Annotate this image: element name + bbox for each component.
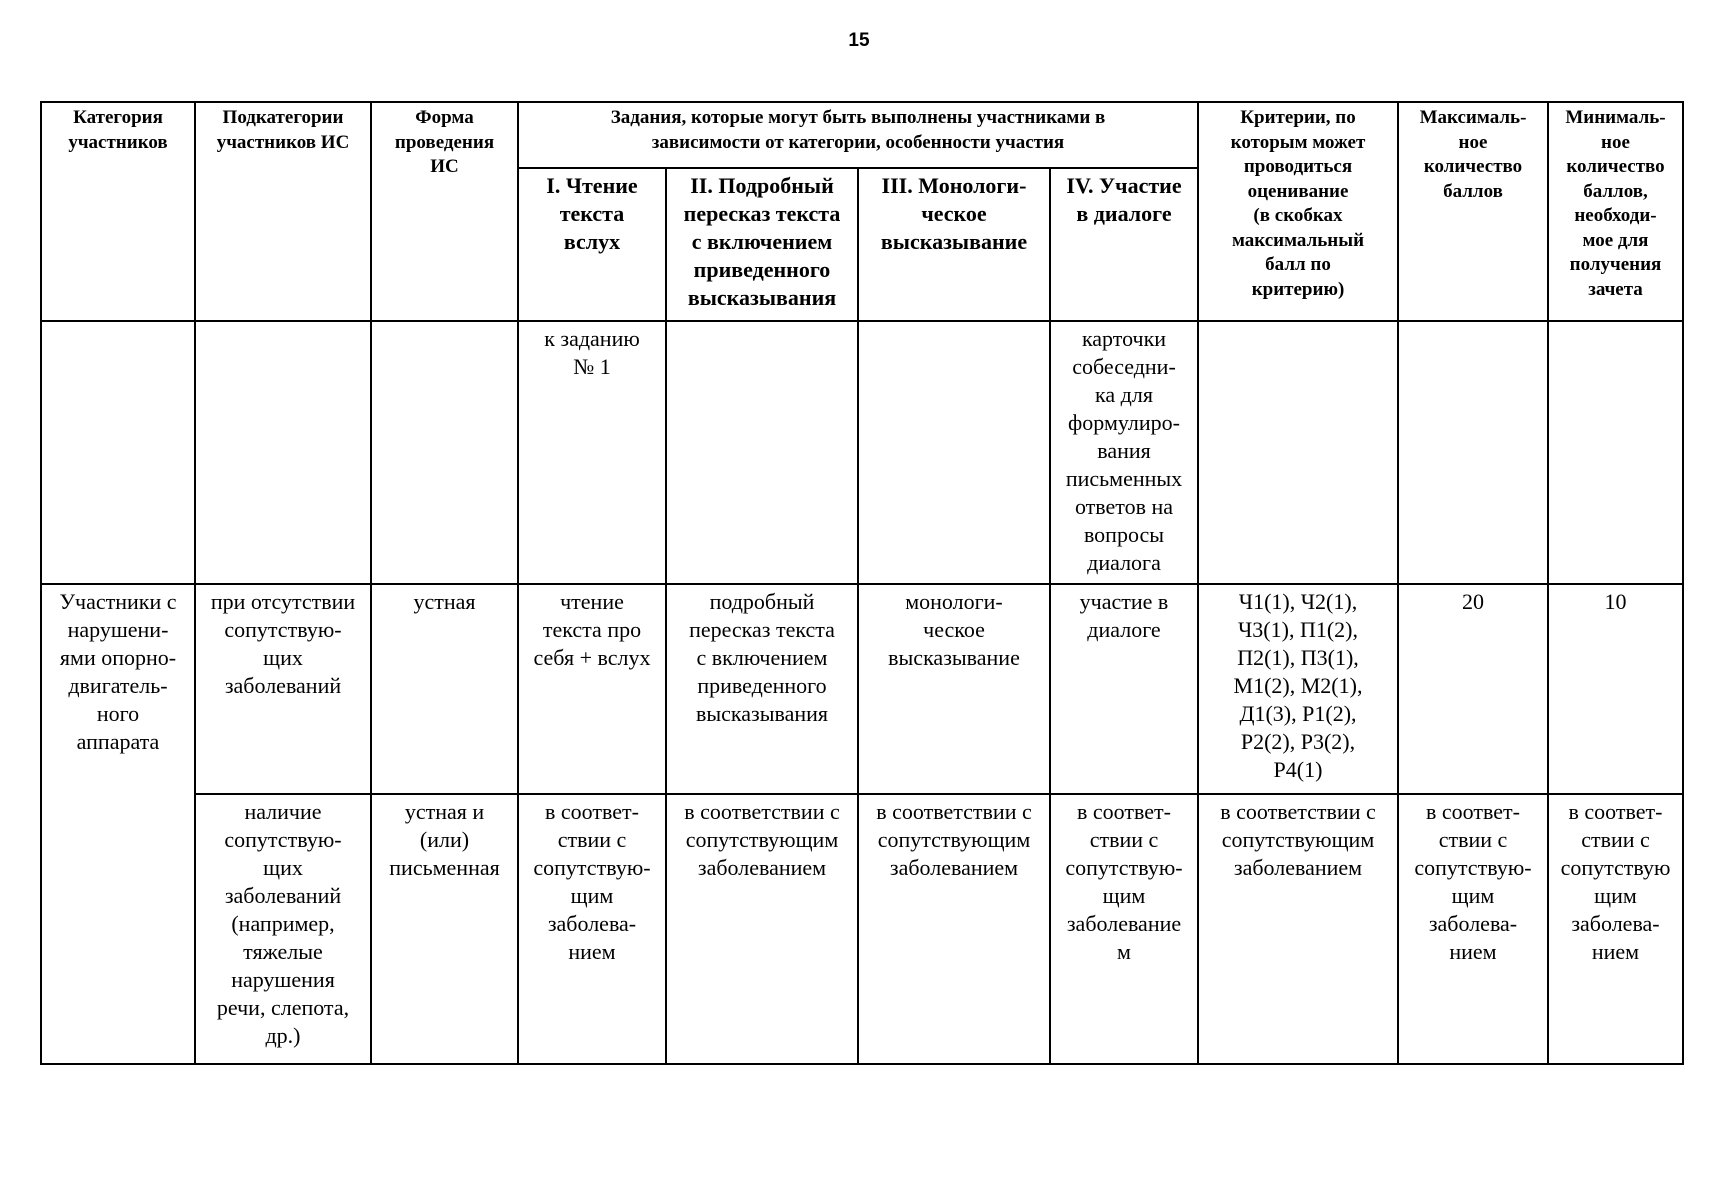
text-line: ка для bbox=[1095, 382, 1153, 407]
text-line: (в скобках bbox=[1253, 205, 1343, 226]
text-line: при отсутствии bbox=[210, 589, 356, 614]
cell-subcategory bbox=[195, 584, 371, 794]
text-line: собеседни- bbox=[1072, 354, 1176, 379]
header-max-score bbox=[1398, 102, 1548, 321]
text-line: высказывание bbox=[880, 229, 1028, 254]
text-line: текста про bbox=[542, 617, 642, 642]
text-line: в диалоге bbox=[1076, 201, 1172, 226]
text-line: сопутствую bbox=[1560, 855, 1671, 880]
text-line: ствии с bbox=[1089, 827, 1159, 852]
text-line: др.) bbox=[265, 1023, 301, 1048]
text-line: м bbox=[1117, 939, 1131, 964]
text-line: Максималь- bbox=[1419, 107, 1527, 128]
text-line: Ч1(1), Ч2(1), bbox=[1238, 589, 1358, 614]
text-line: 20 bbox=[1462, 589, 1484, 614]
text-line: двигатель- bbox=[68, 673, 168, 698]
text-line: нием bbox=[1449, 939, 1497, 964]
text-line: диалога bbox=[1087, 550, 1161, 575]
text-line: баллов bbox=[1443, 180, 1503, 202]
text-line: вопросы bbox=[1083, 522, 1165, 547]
header-task-4 bbox=[1050, 168, 1198, 321]
text-line: сопутствую- bbox=[224, 617, 342, 642]
cell-task-3-continued bbox=[858, 321, 1050, 584]
text-line: щим bbox=[1451, 883, 1495, 908]
text-line: заболеваний bbox=[224, 673, 342, 698]
text-line: участников ИС bbox=[216, 131, 350, 153]
table-row bbox=[41, 321, 1683, 584]
text-line: сопутствующим bbox=[877, 827, 1031, 852]
text-line: Р2(2), Р3(2), bbox=[1240, 729, 1356, 754]
cell-task-1-continued bbox=[518, 321, 666, 584]
text-line: Минималь- bbox=[1565, 107, 1666, 128]
text-line: заболеванием bbox=[697, 855, 827, 880]
header-min-score bbox=[1548, 102, 1683, 321]
text-line: которым может bbox=[1230, 131, 1366, 153]
text-line: (или) bbox=[419, 827, 470, 852]
text-line: наличие bbox=[244, 799, 322, 824]
cell-form-continued bbox=[371, 321, 518, 584]
text-line: ствии с bbox=[1581, 827, 1650, 852]
text-line: карточки bbox=[1081, 326, 1167, 351]
text-line: нием bbox=[568, 939, 616, 964]
cell-task-3 bbox=[858, 584, 1050, 794]
text-line: заболева- bbox=[1428, 911, 1518, 936]
text-line: тяжелые bbox=[243, 939, 323, 964]
text-line: аппарата bbox=[76, 729, 160, 754]
table-row bbox=[41, 794, 1683, 1064]
text-line: высказывания bbox=[687, 285, 837, 310]
text-line: ями опорно- bbox=[59, 645, 177, 670]
assessment-table bbox=[40, 101, 1684, 1065]
text-line: заболева- bbox=[547, 911, 637, 936]
text-line: заболева- bbox=[1571, 911, 1660, 936]
text-line: приведенного bbox=[697, 673, 827, 698]
text-line: количество bbox=[1423, 156, 1523, 177]
cell-form bbox=[371, 794, 518, 1064]
text-line: сопутствую- bbox=[1065, 855, 1183, 880]
text-line: Критерии, по bbox=[1240, 107, 1356, 128]
text-line: пересказ текста bbox=[683, 201, 841, 226]
cell-criteria bbox=[1198, 584, 1398, 794]
header-criteria bbox=[1198, 102, 1398, 321]
text-line: формулиро- bbox=[1068, 410, 1180, 435]
text-line: письменная bbox=[389, 855, 500, 880]
text-line: ного bbox=[96, 701, 140, 726]
text-line: щим bbox=[1594, 883, 1637, 908]
cell-max-score bbox=[1398, 794, 1548, 1064]
text-line: высказывания bbox=[695, 701, 829, 726]
cell-max-score-continued bbox=[1398, 321, 1548, 584]
text-line: монологи- bbox=[905, 589, 1003, 614]
text-line: устная и bbox=[404, 799, 485, 824]
text-line: максимальный bbox=[1231, 229, 1365, 251]
text-line: Участники с bbox=[59, 589, 177, 614]
text-line: чтение bbox=[560, 589, 624, 614]
text-line: к заданию bbox=[544, 326, 640, 351]
text-line: Задания, которые могут быть выполнены участниками в bbox=[610, 107, 1106, 128]
text-line: необходи- bbox=[1574, 205, 1657, 226]
header-category bbox=[41, 102, 195, 321]
text-line: сопутствую- bbox=[533, 855, 651, 880]
text-line: проводиться bbox=[1243, 156, 1353, 177]
text-line: III. Монологи- bbox=[881, 173, 1027, 198]
text-line: в соответ- bbox=[1426, 799, 1520, 824]
cell-task-2-continued bbox=[666, 321, 858, 584]
text-line: 10 bbox=[1604, 589, 1627, 614]
text-line: количество bbox=[1566, 156, 1665, 177]
text-line: (например, bbox=[231, 911, 335, 936]
text-line: П2(1), П3(1), bbox=[1237, 645, 1359, 670]
text-line: щим bbox=[570, 883, 614, 908]
text-line: в соответ- bbox=[1568, 799, 1663, 824]
text-line: в соответствии с bbox=[1220, 799, 1376, 824]
text-line: № 1 bbox=[573, 354, 611, 379]
text-line: Категория bbox=[73, 107, 163, 128]
text-line: IV. Участие bbox=[1066, 173, 1182, 198]
cell-task-2 bbox=[666, 584, 858, 794]
text-line: себя + вслух bbox=[533, 645, 651, 670]
text-line: ческое bbox=[921, 201, 987, 226]
text-line: вслух bbox=[563, 229, 621, 254]
text-line: пересказ текста bbox=[689, 617, 835, 642]
page-number: 15 bbox=[848, 30, 870, 51]
cell-form bbox=[371, 584, 518, 794]
cell-category bbox=[41, 584, 195, 1064]
text-line: с включением bbox=[691, 229, 833, 254]
text-line: Д1(3), Р1(2), bbox=[1239, 701, 1357, 726]
cell-task-3 bbox=[858, 794, 1050, 1064]
text-line: с включением bbox=[696, 645, 828, 670]
text-line: в соответствии с bbox=[684, 799, 840, 824]
text-line: ное bbox=[1458, 131, 1488, 153]
text-line: заболеваний bbox=[224, 883, 342, 908]
cell-criteria-continued bbox=[1198, 321, 1398, 584]
text-line: Р4(1) bbox=[1273, 757, 1323, 782]
text-line: мое для bbox=[1582, 229, 1649, 251]
text-line: высказывание bbox=[888, 645, 1020, 670]
text-line: нарушени- bbox=[67, 617, 169, 642]
header-task-1 bbox=[518, 168, 666, 321]
text-line: в соответ- bbox=[1077, 799, 1171, 824]
text-line: щих bbox=[263, 645, 303, 670]
text-line: вания bbox=[1097, 438, 1151, 463]
text-line: щих bbox=[263, 855, 303, 880]
text-line: участников bbox=[68, 131, 168, 153]
text-line: участие в bbox=[1079, 589, 1169, 614]
cell-max-score bbox=[1398, 584, 1548, 794]
text-line: Подкатегории bbox=[222, 107, 344, 128]
text-line: ческое bbox=[923, 617, 985, 642]
text-line: заболевание bbox=[1066, 911, 1182, 936]
text-line: нием bbox=[1591, 939, 1640, 964]
cell-category-continued bbox=[41, 321, 195, 584]
text-line: проведения bbox=[394, 131, 495, 153]
text-line: Ч3(1), П1(2), bbox=[1238, 617, 1358, 642]
text-line: I. Чтение bbox=[546, 173, 638, 198]
text-line: подробный bbox=[709, 589, 815, 614]
text-line: диалоге bbox=[1087, 617, 1161, 642]
text-line: ИС bbox=[430, 156, 459, 177]
header-task-3 bbox=[858, 168, 1050, 321]
text-line: Форма bbox=[415, 107, 474, 128]
text-line: устная bbox=[413, 589, 476, 614]
text-line: заболеванием bbox=[889, 855, 1019, 880]
text-line: получения bbox=[1569, 254, 1662, 275]
text-line: оценивание bbox=[1247, 180, 1349, 202]
text-line: балл по bbox=[1265, 254, 1331, 275]
text-line: ное bbox=[1601, 131, 1630, 153]
text-line: ствии с bbox=[1438, 827, 1508, 852]
text-line: письменных bbox=[1065, 466, 1183, 491]
text-line: баллов, bbox=[1583, 180, 1648, 202]
cell-min-score bbox=[1548, 794, 1683, 1064]
text-line: в соответствии с bbox=[876, 799, 1032, 824]
header-subcategory bbox=[195, 102, 371, 321]
cell-subcategory-continued bbox=[195, 321, 371, 584]
text-line: зависимости от категории, особенности участия bbox=[651, 131, 1065, 153]
cell-min-score-continued bbox=[1548, 321, 1683, 584]
cell-task-1 bbox=[518, 584, 666, 794]
text-line: приведенного bbox=[693, 257, 831, 282]
text-line: текста bbox=[559, 201, 625, 226]
cell-task-4-continued bbox=[1050, 321, 1198, 584]
cell-subcategory bbox=[195, 794, 371, 1064]
table-row bbox=[41, 584, 1683, 794]
cell-task-2 bbox=[666, 794, 858, 1064]
cell-task-4 bbox=[1050, 794, 1198, 1064]
header-tasks-group bbox=[518, 102, 1198, 168]
text-line: сопутствующим bbox=[685, 827, 839, 852]
text-line: сопутствую- bbox=[224, 827, 342, 852]
cell-task-4 bbox=[1050, 584, 1198, 794]
cell-task-1 bbox=[518, 794, 666, 1064]
text-line: критерию) bbox=[1251, 278, 1345, 300]
cell-criteria bbox=[1198, 794, 1398, 1064]
text-line: нарушения bbox=[231, 967, 335, 992]
text-line: речи, слепота, bbox=[216, 995, 350, 1020]
text-line: ствии с bbox=[557, 827, 627, 852]
header-form bbox=[371, 102, 518, 321]
text-line: в соответ- bbox=[545, 799, 639, 824]
text-line: М1(2), М2(1), bbox=[1233, 673, 1363, 698]
text-line: заболеванием bbox=[1233, 855, 1363, 880]
text-line: щим bbox=[1102, 883, 1146, 908]
text-line: II. Подробный bbox=[690, 173, 834, 198]
text-line: сопутствующим bbox=[1221, 827, 1375, 852]
text-line: сопутствую- bbox=[1414, 855, 1532, 880]
text-line: ответов на bbox=[1074, 494, 1174, 519]
header-task-2 bbox=[666, 168, 858, 321]
text-line: зачета bbox=[1588, 278, 1643, 300]
cell-min-score bbox=[1548, 584, 1683, 794]
